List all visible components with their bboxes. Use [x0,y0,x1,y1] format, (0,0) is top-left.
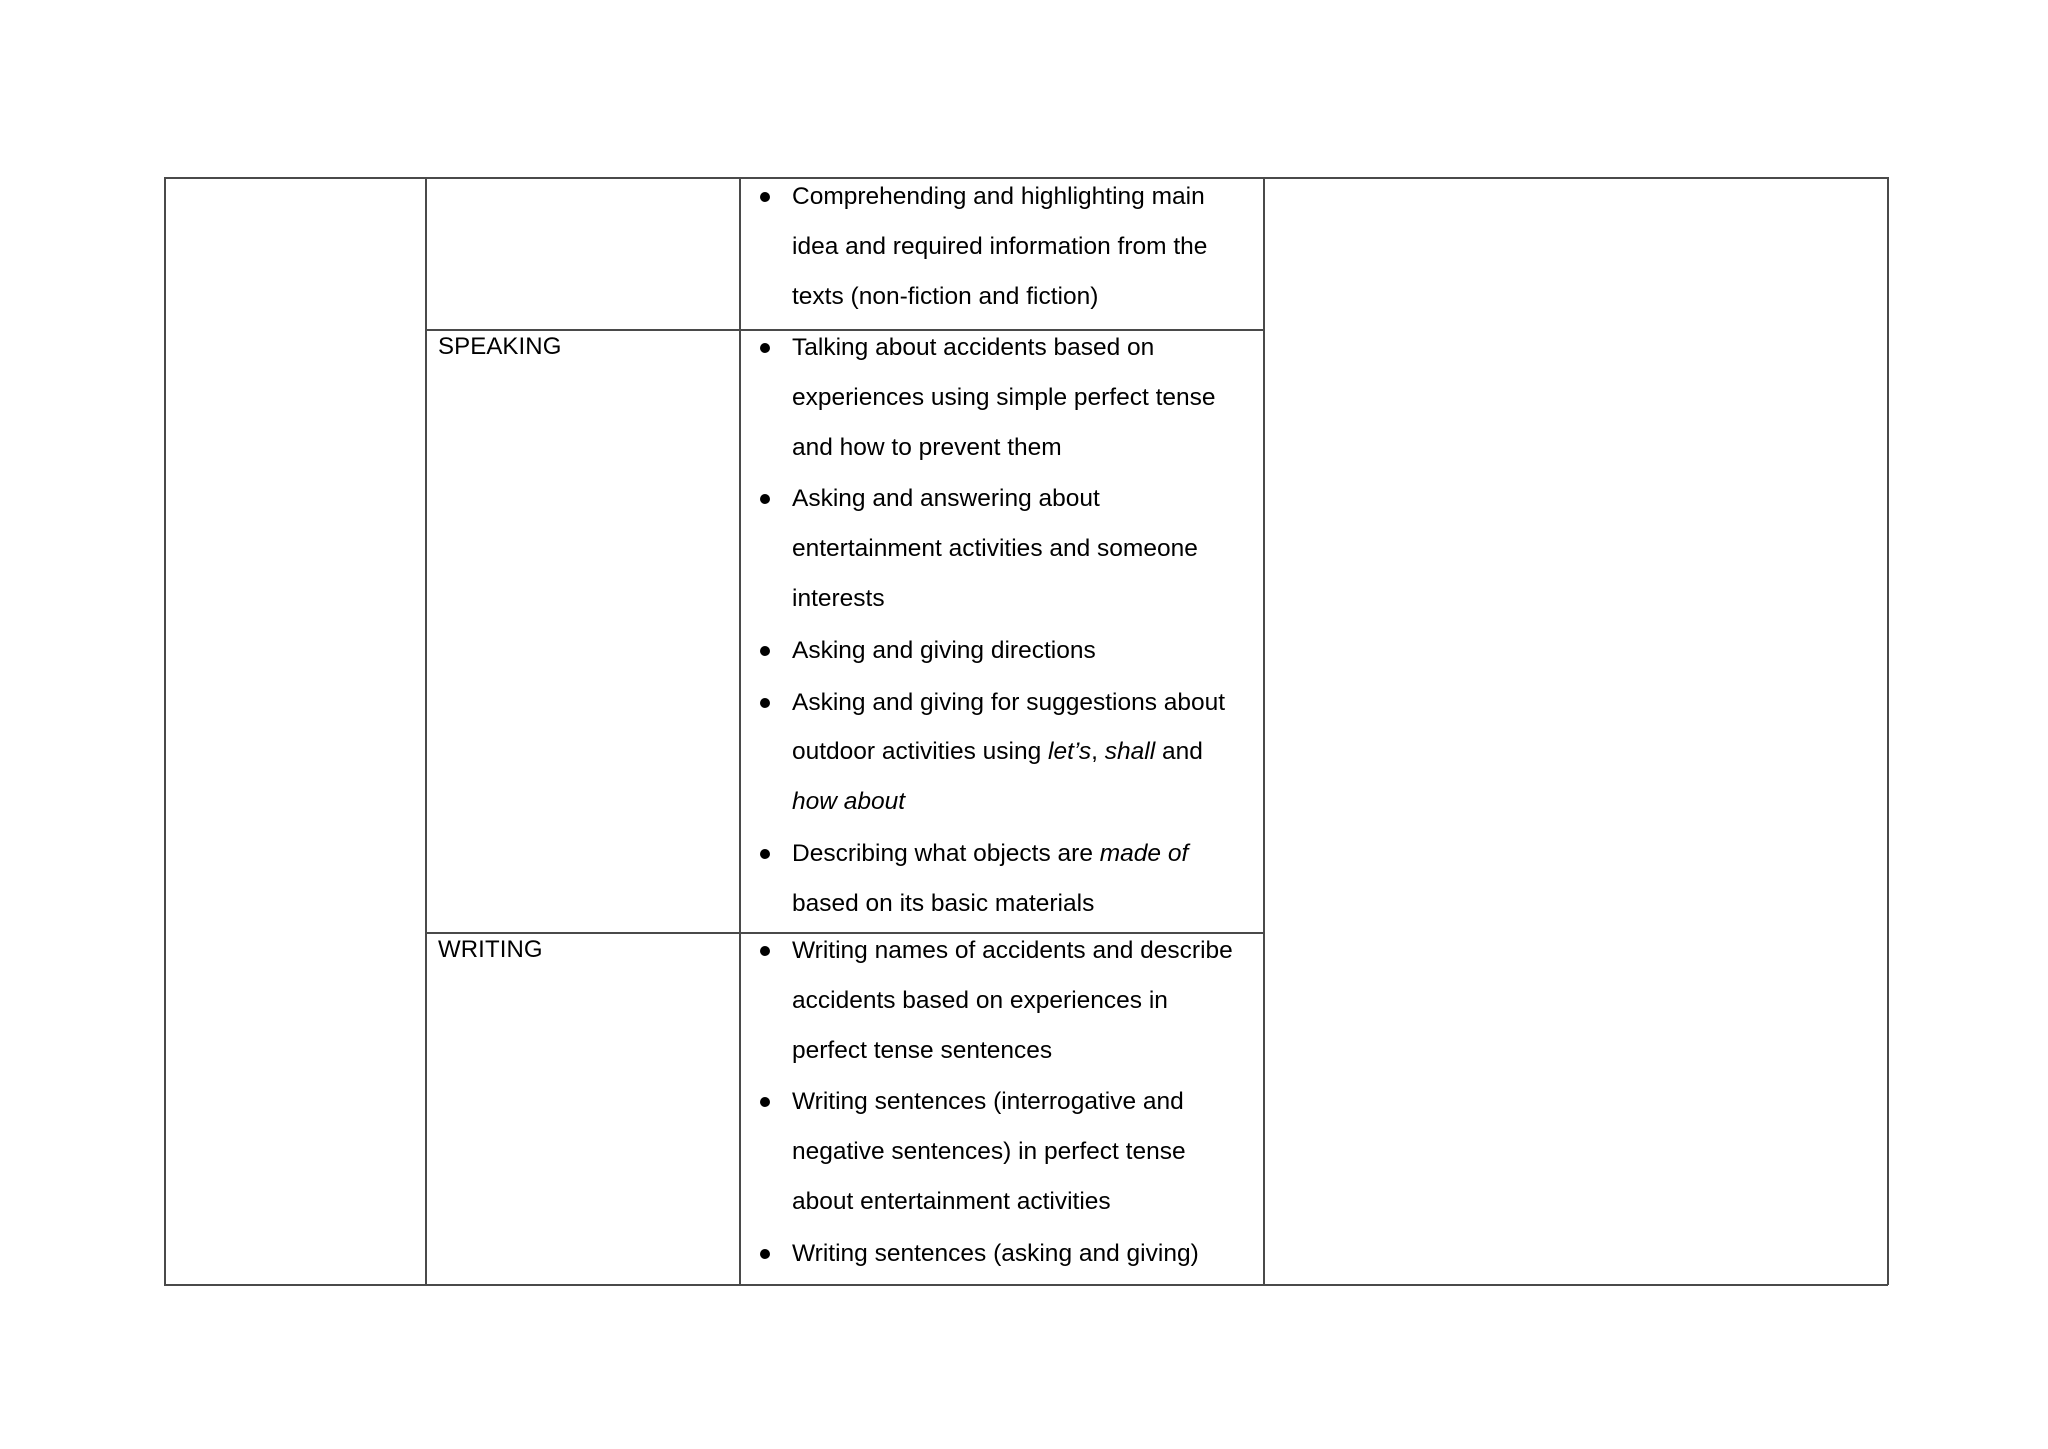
bullet-text-line [792,1229,1260,1279]
bullet-icon [760,698,770,708]
writing-list-item [760,1077,1260,1226]
writing-list-item [760,1229,1260,1279]
bullet-text-line [792,474,1260,524]
bullet-icon [760,849,770,859]
reading-bullet-list [760,172,1260,323]
bullet-text-line [792,172,1260,222]
text-segment: perfect tense sentences [792,1036,1053,1064]
text-segment: negative sentences) in perfect tense [792,1138,1186,1166]
text-segment: idea and required information from the [792,232,1208,260]
bullet-text-line [792,976,1260,1026]
text-segment: experiences using simple perfect tense [792,383,1216,411]
text-segment: Asking and answering about [792,485,1100,513]
text-segment: Writing names of accidents and describe [792,937,1233,964]
bullet-text-line [792,1177,1260,1227]
bullet-text-line [792,777,1260,827]
italic-text-segment: made of [1099,839,1189,867]
writing-label: WRITING [438,936,543,963]
text-segment: and how to prevent them [792,433,1062,461]
writing-list-item [760,926,1260,1075]
bullet-icon [760,646,770,656]
bullet-text-line [792,373,1260,423]
bullet-icon [760,1097,770,1107]
text-segment: interests [792,584,885,612]
bullet-text-line [792,678,1260,728]
text-segment: Asking and giving directions [792,636,1096,664]
column-divider-1 [425,177,427,1285]
text-segment: accidents based on experiences in [792,986,1168,1014]
text-segment: and [1155,738,1203,766]
text-segment: entertainment activities and someone [792,535,1198,563]
bullet-text-line [792,1026,1260,1076]
bullet-text-line [792,829,1260,879]
speaking-list-item [760,323,1260,472]
speaking-list-item [760,626,1260,676]
bullet-icon [760,946,770,956]
writing-bullet-list [760,926,1260,1281]
text-segment: texts (non-fiction and fiction) [792,282,1099,310]
speaking-bullet-list [760,323,1260,931]
bullet-text-line [792,1127,1260,1177]
bullet-icon [760,343,770,353]
text-segment: Writing sentences (asking and giving) [792,1239,1199,1267]
speaking-list-item [760,474,1260,623]
speaking-list-item [760,678,1260,827]
text-segment: Comprehending and highlighting main [792,183,1205,210]
bullet-text-line [792,222,1260,272]
bullet-text-line [792,1077,1260,1127]
bullet-text-line [792,272,1260,322]
table-right-border [1887,177,1889,1285]
speaking-list-item [760,829,1260,929]
italic-text-segment: shall [1104,738,1156,766]
bullet-text-line [792,926,1260,976]
bullet-text-line [792,524,1260,574]
bullet-text-line [792,574,1260,624]
text-segment: outdoor activities using [792,738,1049,766]
text-segment: based on its basic materials [792,889,1095,917]
text-segment: Writing sentences (interrogative and [792,1088,1184,1116]
bullet-icon [760,494,770,504]
column-divider-3 [1263,177,1265,1285]
bullet-text-line [792,879,1260,929]
table-left-border [164,177,166,1285]
text-segment: Asking and giving for suggestions about [792,688,1226,716]
bullet-text-line [792,727,1260,777]
bullet-icon [760,1249,770,1259]
text-segment: Describing what objects are [792,839,1100,867]
text-segment: , [1091,738,1105,766]
table-bottom-border [164,1284,1888,1286]
text-segment: about entertainment activities [792,1187,1111,1215]
reading-list-item [760,172,1260,321]
text-segment: Talking about accidents based on [792,334,1155,361]
italic-text-segment: let’s [1048,738,1092,766]
speaking-label: SPEAKING [438,333,562,360]
bullet-icon [760,192,770,202]
bullet-text-line [792,626,1260,676]
italic-text-segment: how about [792,788,906,816]
bullet-text-line [792,423,1260,473]
column-divider-2 [739,177,741,1285]
bullet-text-line [792,323,1260,373]
